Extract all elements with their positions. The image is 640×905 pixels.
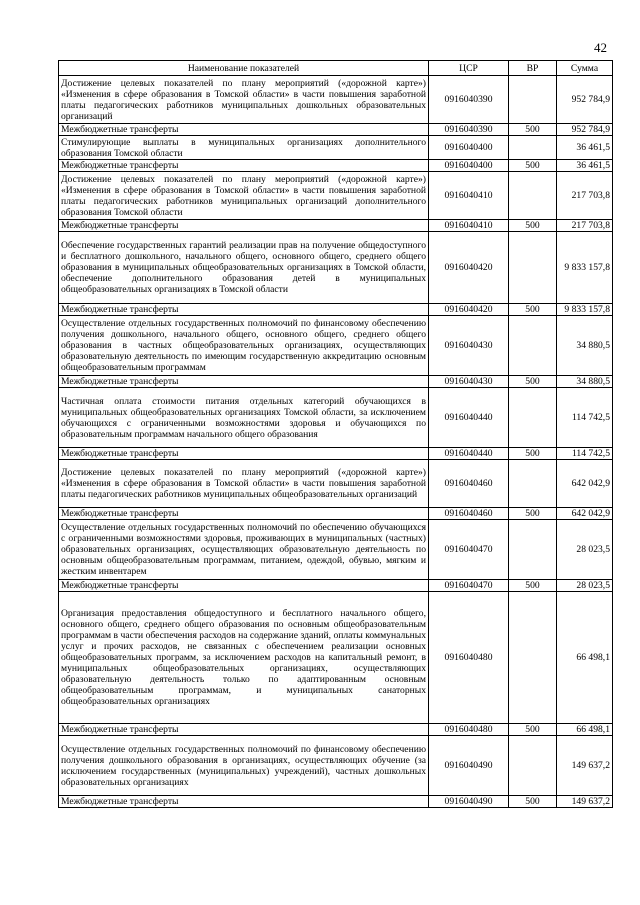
cell-vr: 500 [509,448,557,460]
cell-sum: 149 637,2 [557,796,613,808]
cell-name: Осуществление отдельных государственных полномочий по финансовому обеспечению получения дошкольного образования в организациях, осуществляющих обучение (за исключением государственных (муниципальных) учреждений), частных дошкольных образовательных организациях [59,736,429,796]
cell-vr [509,316,557,376]
table-row [59,76,613,124]
cell-sum: 114 742,5 [557,448,613,460]
cell-name: Обеспечение государственных гарантий реализации прав на получение общедоступного и бесплатного дошкольного, начального общего, основного общего, среднего общего образования в муниципальных общеобразовательных организациях в Томской области, обеспечение дополнительного образования детей в муниципальных общеобразовательных организациях в Томской области [59,232,429,304]
cell-csr: 0916040490 [429,796,509,808]
cell-csr: 0916040420 [429,232,509,304]
cell-csr: 0916040400 [429,160,509,172]
table-row [59,304,613,316]
table-row [59,316,613,376]
table-row [59,220,613,232]
cell-csr: 0916040440 [429,448,509,460]
table-row [59,736,613,796]
cell-sum: 642 042,9 [557,460,613,508]
cell-vr [509,172,557,220]
table-row [59,124,613,136]
header-row [59,61,613,76]
cell-name: Межбюджетные трансферты [59,124,429,136]
cell-sum: 952 784,9 [557,124,613,136]
table-row [59,136,613,160]
table-row [59,580,613,592]
cell-sum: 217 703,8 [557,220,613,232]
cell-csr: 0916040420 [429,304,509,316]
cell-name: Межбюджетные трансферты [59,508,429,520]
cell-csr: 0916040480 [429,592,509,724]
table-row [59,724,613,736]
cell-csr: 0916040470 [429,520,509,580]
cell-name: Межбюджетные трансферты [59,448,429,460]
cell-vr: 500 [509,724,557,736]
table-row [59,796,613,808]
table-row [59,376,613,388]
cell-csr: 0916040460 [429,508,509,520]
table-row [59,232,613,304]
cell-vr: 500 [509,376,557,388]
header-csr: ЦСР [429,61,509,76]
cell-vr [509,76,557,124]
cell-name: Осуществление отдельных государственных полномочий по финансовому обеспечению получения дошкольного, начального общего, основного общего, среднего общего образования в частных общеобразовательных организациях, осуществляющих образовательную деятельность по имеющим государственную аккредитацию основным общеобразовательным программам [59,316,429,376]
table-row [59,520,613,580]
cell-csr: 0916040390 [429,124,509,136]
cell-name: Частичная оплата стоимости питания отдельных категорий обучающихся в муниципальных общеобразовательных организациях Томской области, за исключением обучающихся с ограниченными возможностями здоровья и обучающихся по образовательным программам начального общего образования [59,388,429,448]
cell-sum: 114 742,5 [557,388,613,448]
cell-name: Межбюджетные трансферты [59,580,429,592]
cell-csr: 0916040430 [429,376,509,388]
cell-vr: 500 [509,796,557,808]
cell-vr [509,592,557,724]
cell-name: Организация предоставления общедоступного и бесплатного начального общего, основного общего, среднего общего образования по основным общеобразовательным программам в части обеспечения расходов на содержание зданий, оплаты коммунальных услуг и прочих расходов, не связанных с обеспечением реализации основных общеобразовательных программ, за исключением расходов на капитальный ремонт, в муниципальных общеобразовательных организациях, осуществляющих образовательную деятельность только по адаптированным основным общеобразовательным программам, и муниципальных санаторных общеобразовательных организациях [59,592,429,724]
cell-sum: 952 784,9 [557,76,613,124]
cell-csr: 0916040460 [429,460,509,508]
cell-vr [509,388,557,448]
cell-name: Осуществление отдельных государственных полномочий по обеспечению обучающихся с ограниченными возможностями здоровья, проживающих в муниципальных (частных) образовательных организациях, осуществляющих образовательную деятельность по основным общеобразовательным программам, питанием, одеждой, обувью, мягким и жестким инвентарем [59,520,429,580]
cell-csr: 0916040400 [429,136,509,160]
cell-sum: 149 637,2 [557,736,613,796]
table-row [59,460,613,508]
cell-sum: 36 461,5 [557,136,613,160]
table-body [59,76,613,808]
cell-vr: 500 [509,508,557,520]
table-row [59,172,613,220]
page-number: 42 [594,40,607,55]
table-row [59,388,613,448]
cell-sum: 66 498,1 [557,592,613,724]
cell-sum: 28 023,5 [557,520,613,580]
cell-vr [509,232,557,304]
cell-name: Межбюджетные трансферты [59,220,429,232]
table-row [59,592,613,724]
cell-sum: 28 023,5 [557,580,613,592]
cell-csr: 0916040390 [429,76,509,124]
header-sum: Сумма [557,61,613,76]
table-row [59,448,613,460]
cell-name: Достижение целевых показателей по плану мероприятий («дорожной карте») «Изменения в сфере образования в Томской области» в части повышения заработной платы педагогических работников муниципальных организаций дополнительного образования Томской области [59,172,429,220]
table-row [59,160,613,172]
cell-name: Межбюджетные трансферты [59,796,429,808]
cell-sum: 217 703,8 [557,172,613,220]
cell-sum: 9 833 157,8 [557,304,613,316]
header-vr: ВР [509,61,557,76]
cell-name: Межбюджетные трансферты [59,724,429,736]
cell-name: Межбюджетные трансферты [59,376,429,388]
table-header [59,61,613,76]
header-name: Наименование показателей [59,61,429,76]
cell-name: Межбюджетные трансферты [59,160,429,172]
cell-vr [509,520,557,580]
cell-vr: 500 [509,580,557,592]
cell-sum: 34 880,5 [557,316,613,376]
cell-csr: 0916040410 [429,220,509,232]
cell-sum: 9 833 157,8 [557,232,613,304]
cell-name: Достижение целевых показателей по плану мероприятий («дорожной карте») «Изменения в сфере образования в Томской области» в части повышения заработной платы педагогических работников муниципальных дошкольных образовательных организаций [59,76,429,124]
cell-vr: 500 [509,160,557,172]
cell-name: Межбюджетные трансферты [59,304,429,316]
cell-csr: 0916040480 [429,724,509,736]
cell-name: Достижение целевых показателей по плану мероприятий («дорожной карте») «Изменения в сфере образования в Томской области» в части повышения заработной платы педагогических работников муниципальных общеобразовательных организаций [59,460,429,508]
cell-vr [509,136,557,160]
budget-table [58,60,613,808]
cell-sum: 66 498,1 [557,724,613,736]
table-row [59,508,613,520]
cell-vr [509,736,557,796]
cell-sum: 36 461,5 [557,160,613,172]
cell-sum: 34 880,5 [557,376,613,388]
cell-vr: 500 [509,220,557,232]
cell-name: Стимулирующие выплаты в муниципальных организациях дополнительного образования Томской области [59,136,429,160]
cell-csr: 0916040470 [429,580,509,592]
cell-sum: 642 042,9 [557,508,613,520]
cell-vr [509,460,557,508]
cell-csr: 0916040440 [429,388,509,448]
cell-vr: 500 [509,124,557,136]
cell-vr: 500 [509,304,557,316]
cell-csr: 0916040430 [429,316,509,376]
cell-csr: 0916040490 [429,736,509,796]
cell-csr: 0916040410 [429,172,509,220]
